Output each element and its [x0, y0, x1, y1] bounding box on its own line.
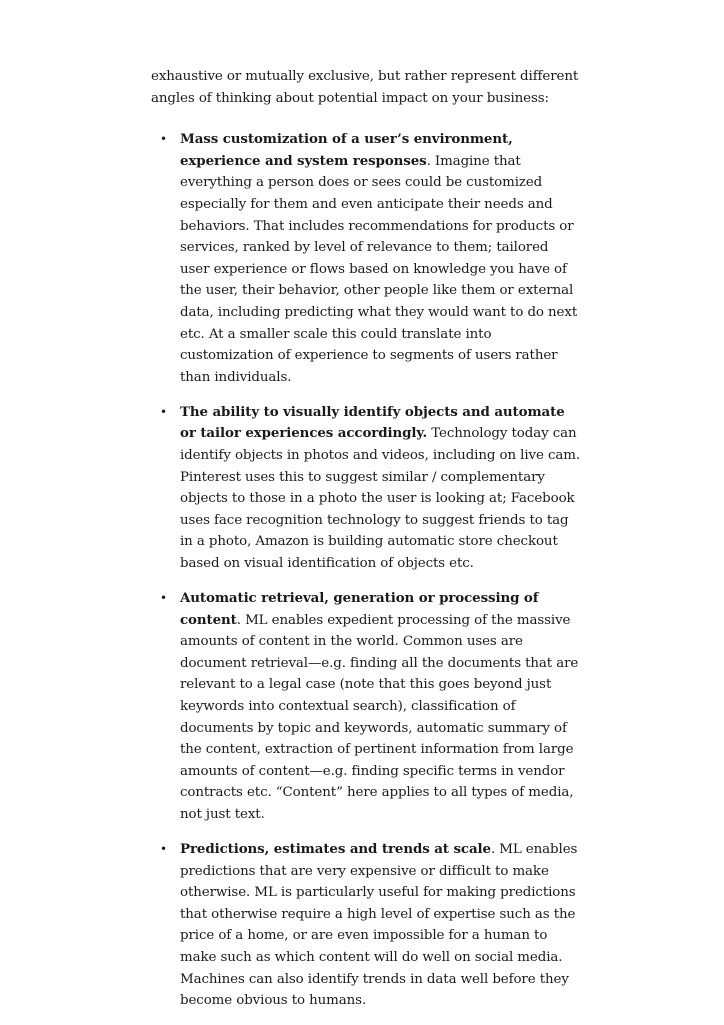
list-item-body: . ML enables predictions that are very expensive or difficult to make otherwise. ML is particularly useful for making predictions that otherwise require a high level of expertise such as the price of a home, or are even impossible for a human to make such as which content will do well on social media. Machines can also identify trends in data well before they become obvious to humans.	[180, 842, 578, 1009]
list-item-lead: Mass customization of a user’s environment, experience and system responses	[180, 131, 513, 169]
list-item	[151, 402, 581, 575]
list-item-text	[180, 129, 581, 388]
list-item-body: . ML enables expedient processing of the massive amounts of content in the world. Common uses are document retrieval—e.g. finding all the documents that are relevant to a legal case (note that this goes beyond just keywords into contextual search), classification of documents by topic and keywords, automatic summary of the content, extraction of pertinent information from large amounts of content—e.g. finding specific terms in vendor contracts etc. “Content” here applies to all types of media, not just text.	[180, 612, 579, 822]
list-item-body: . Imagine that everything a person does or sees could be customized especially for them and even anticipate their needs and behaviors. That includes recommendations for products or services, ranked by level of relevance to them; tailored user experience or flows based on knowledge you have of the user, their behavior, other people like them or external data, including predicting what they would want to do next etc. At a smaller scale this could translate into customization of experience to segments of users rather than individuals.	[180, 153, 578, 385]
list-item	[151, 588, 581, 826]
bullet-icon: •	[160, 591, 167, 606]
list-item-lead: Predictions, estimates and trends at scale	[180, 841, 491, 858]
bullet-icon: •	[160, 132, 167, 147]
list-item	[151, 839, 581, 1012]
list-item	[151, 129, 581, 388]
list-item-text	[180, 588, 581, 826]
list-item-text	[180, 839, 581, 1012]
bullet-list	[151, 129, 581, 1012]
list-item-lead: The ability to visually identify objects and automate or tailor experiences accordingly.	[180, 403, 565, 442]
list-item-text	[180, 402, 581, 575]
intro-paragraph: exhaustive or mutually exclusive, but rather represent different angles of thinking about potential impact on your business:	[151, 69, 579, 106]
document-page	[151, 66, 581, 1025]
bullet-icon: •	[160, 842, 167, 857]
list-item-body: Technology today can identify objects in photos and videos, including on live cam. Pinterest uses this to suggest similar / complementary objects to those in a photo the user is looking at; Facebook uses face recognition technology to suggest friends to tag in a photo, Amazon is building automatic store checkout based on visual identification of objects etc.	[180, 426, 580, 571]
list-item-lead: Automatic retrieval, generation or processing of content	[180, 590, 539, 628]
bullet-icon: •	[160, 404, 167, 419]
